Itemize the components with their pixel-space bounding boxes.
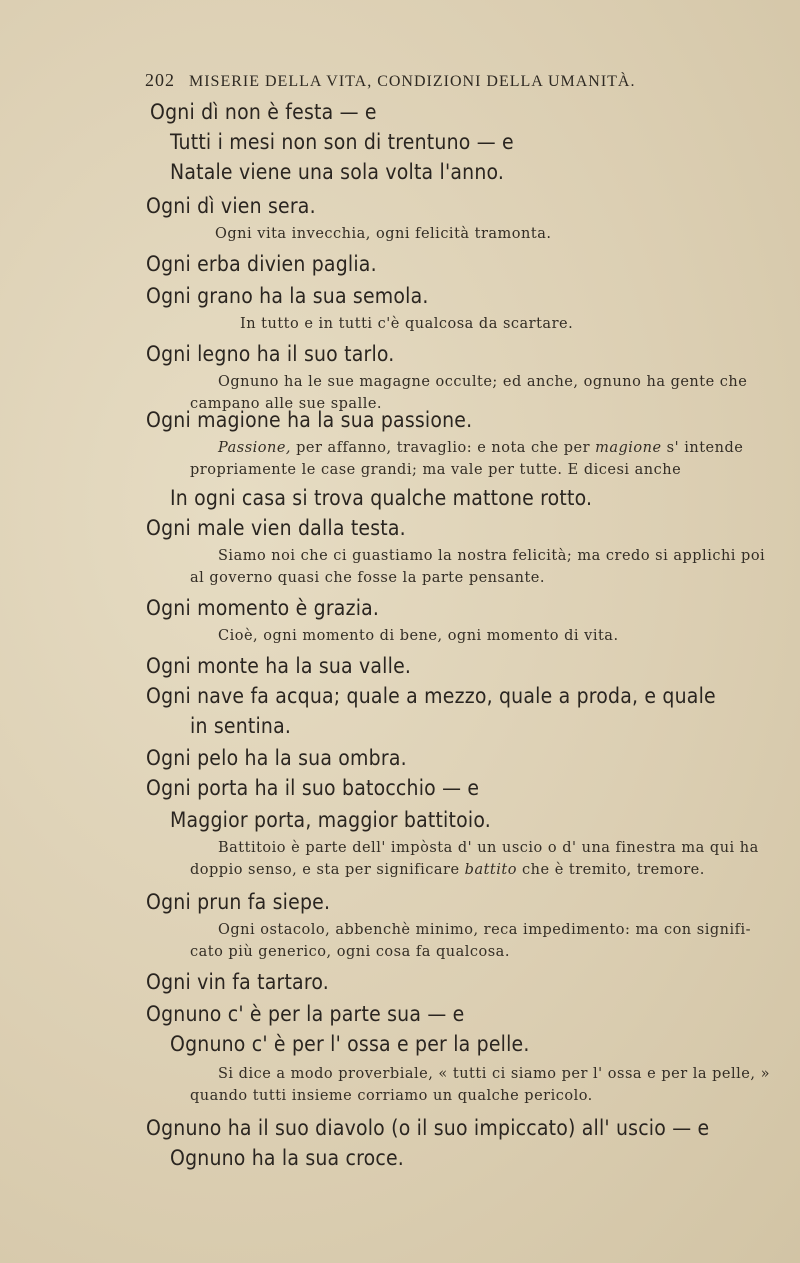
proverb-line: Ogni porta ha il suo batocchio — e bbox=[146, 776, 480, 800]
running-title: MISERIE DELLA VITA, CONDIZIONI DELLA UMANITÀ. bbox=[189, 73, 636, 90]
proverb-line: In ogni casa si trova qualche mattone rotto. bbox=[170, 486, 593, 510]
commentary-line: Siamo noi che ci guastiamo la nostra felicità; ma credo si applichi poi bbox=[218, 548, 766, 564]
proverb-line: in sentina. bbox=[190, 714, 292, 738]
italic-term: battito bbox=[464, 862, 517, 878]
proverb-line: Ogni magione ha la sua passione. bbox=[146, 408, 473, 432]
commentary-line: Ognuno ha le sue magagne occulte; ed anche, ognuno ha gente che bbox=[218, 374, 748, 390]
proverb-line: Ognuno c' è per la parte sua — e bbox=[146, 1002, 465, 1026]
proverb-line: Ogni legno ha il suo tarlo. bbox=[146, 342, 395, 366]
commentary-line: Ogni vita invecchia, ogni felicità tramonta. bbox=[215, 226, 552, 242]
commentary-line: al governo quasi che fosse la parte pensante. bbox=[190, 570, 545, 586]
proverb-line: Natale viene una sola volta l'anno. bbox=[170, 160, 505, 184]
proverb-line: Ogni monte ha la sua valle. bbox=[146, 654, 412, 678]
proverb-line: Ognuno c' è per l' ossa e per la pelle. bbox=[170, 1032, 530, 1056]
proverb-line: Ognuno ha il suo diavolo (o il suo impiccato) all' uscio — e bbox=[146, 1116, 710, 1140]
proverb-line: Ogni dì non è festa — e bbox=[150, 100, 377, 124]
proverb-line: Ogni vin fa tartaro. bbox=[146, 970, 329, 994]
line-text: doppio senso, e sta per significare bbox=[190, 862, 465, 878]
commentary-line: Ogni ostacolo, abbenchè minimo, reca impedimento: ma con signifi- bbox=[218, 922, 751, 938]
commentary-line: Cioè, ogni momento di bene, ogni momento di vita. bbox=[218, 628, 619, 644]
commentary-line: campano alle sue spalle. bbox=[190, 396, 383, 412]
proverb-line: Ogni erba divien paglia. bbox=[146, 252, 377, 276]
commentary-line: In tutto e in tutti c'è qualcosa da scartare. bbox=[240, 316, 574, 332]
line-text: per affanno, travaglio: e nota che per bbox=[291, 440, 596, 456]
proverb-line: Ogni dì vien sera. bbox=[146, 194, 316, 218]
commentary-line bbox=[190, 862, 705, 878]
proverb-line: Maggior porta, maggior battitoio. bbox=[170, 808, 491, 832]
italic-term: magione bbox=[595, 440, 662, 456]
commentary-line bbox=[218, 440, 743, 456]
proverb-line: Ogni grano ha la sua semola. bbox=[146, 284, 429, 308]
proverb-line: Ogni prun fa siepe. bbox=[146, 890, 331, 914]
proverb-line: Ognuno ha la sua croce. bbox=[170, 1146, 404, 1170]
commentary-line: Si dice a modo proverbiale, « tutti ci siamo per l' ossa e per la pelle, » bbox=[218, 1066, 770, 1082]
proverb-line: Tutti i mesi non son di trentuno — e bbox=[170, 130, 514, 154]
line-text: che è tremito, tremore. bbox=[516, 862, 705, 878]
commentary-line: Battitoio è parte dell' impòsta d' un uscio o d' una finestra ma qui ha bbox=[218, 840, 759, 856]
line-text: s' intende bbox=[661, 440, 744, 456]
page-number: 202 bbox=[145, 70, 175, 90]
proverb-line: Ogni male vien dalla testa. bbox=[146, 516, 406, 540]
proverb-line: Ogni nave fa acqua; quale a mezzo, quale a proda, e quale bbox=[146, 684, 716, 708]
commentary-line: propriamente le case grandi; ma vale per tutte. E dicesi anche bbox=[190, 462, 682, 478]
commentary-line: cato più generico, ogni cosa fa qualcosa. bbox=[190, 944, 510, 960]
italic-term: Passione, bbox=[218, 440, 292, 456]
proverb-line: Ogni pelo ha la sua ombra. bbox=[146, 746, 407, 770]
page-header bbox=[145, 70, 745, 91]
proverb-line: Ogni momento è grazia. bbox=[146, 596, 380, 620]
commentary-line: quando tutti insieme corriamo un qualche pericolo. bbox=[190, 1088, 593, 1104]
